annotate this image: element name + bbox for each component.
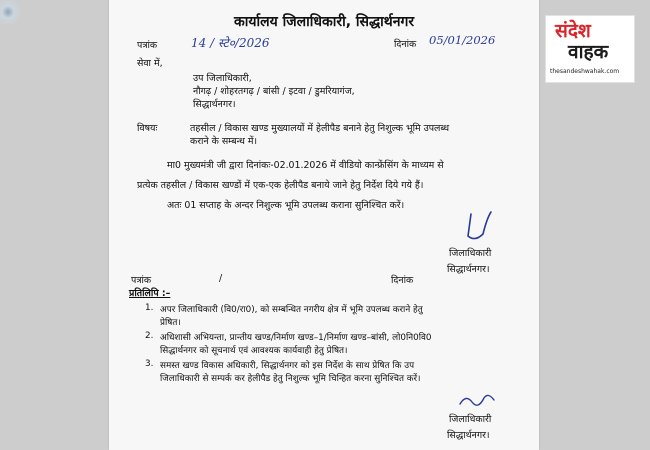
- recipient-line-3: सिद्धार्थनगर।: [193, 99, 236, 110]
- copy-slash: /: [219, 273, 223, 284]
- copy-item-3-line-1: समस्त खण्ड विकास अधिकारी, सिद्धार्थनगर को इस निर्देश के साथ प्रेषित कि उप: [160, 361, 415, 371]
- logo-word-2: वाहक: [568, 41, 609, 63]
- subject-label: विषयः: [137, 123, 158, 134]
- logo-word-1: संदेश: [555, 20, 591, 42]
- signature-1-mark: [461, 208, 497, 246]
- recipient-line-1: उप जिलाधिकारी,: [193, 73, 252, 84]
- patrank-label: पत्रांक: [137, 40, 158, 51]
- copy-dinank-label: दिनांक: [391, 275, 414, 286]
- copy-item-2-line-1: अधिशासी अभियन्ता, प्रान्तीय खण्ड/निर्माण खण्ड–1/निर्माण खण्ड–बांसी, लो0नि0वि0: [160, 333, 432, 343]
- copy-item-1-line-2: प्रेषित।: [160, 318, 181, 328]
- seva-me: सेवा में,: [137, 58, 163, 69]
- copy-item-2-num: 2.: [145, 331, 154, 341]
- copy-item-1-line-1: अपर जिलाधिकारी (वि0/रा0), को सम्बन्धित नगरीय क्षेत्र में भूमि उपलब्ध कराने हेतु: [160, 305, 423, 315]
- copy-patrank-label: पत्रांक: [131, 275, 152, 286]
- subject-line-2: कराने के सम्बन्ध में।: [190, 136, 258, 147]
- dinank-handwritten: 05/01/2026: [429, 33, 496, 47]
- patrank-handwritten: 14 / स्टे०/2026: [191, 36, 270, 50]
- subject-line-1: तहसील / विकास खण्ड मुख्यालयों में हेलीपैड बनाने हेतु निशुल्क भूमि उपलब्ध: [190, 123, 450, 134]
- dinank-label: दिनांक: [394, 39, 417, 50]
- ink-smudge: [0, 0, 24, 32]
- body-line-1: मा0 मुख्यमंत्री जी द्वारा दिनांकः-02.01.2026 में वीडियो कान्फ्रेंसिंग के माध्यम से: [167, 160, 444, 171]
- signature-2-title: जिलाधिकारी: [449, 414, 492, 425]
- news-logo: [545, 15, 635, 83]
- logo-url: thesandeshwahak.com: [550, 68, 620, 75]
- signature-2-mark: [454, 390, 500, 412]
- copy-item-3-line-2: जिलाधिकारी से सम्पर्क कर हेलीपैड हेतु निशुल्क भूमि चिन्हित करना सुनिश्चित करें।: [160, 374, 421, 384]
- signature-2-place: सिद्धार्थनगर।: [447, 430, 490, 441]
- body-line-3: अतः 01 सप्ताह के अन्दर निशुल्क भूमि उपलब्ध कराना सुनिश्चित करें।: [167, 200, 405, 211]
- body-line-2: प्रत्येक तहसील / विकास खण्डों में एक-एक हेलीपैड बनाये जाने हेतु निर्देश दिये गये हैं।: [137, 180, 424, 191]
- copy-heading: प्रतिलिपि :–: [129, 288, 171, 299]
- copy-item-2-line-2: सिद्धार्थनगर को सूचनार्थ एवं आवश्यक कार्यवाही हेतु प्रेषित।: [160, 346, 348, 356]
- copy-item-1-num: 1.: [145, 303, 154, 313]
- office-title: कार्यालय जिलाधिकारी, सिद्धार्थनगर: [234, 14, 415, 30]
- document-page: [109, 0, 539, 450]
- copy-item-3-num: 3.: [145, 359, 154, 369]
- signature-1-title: जिलाधिकारी: [449, 248, 492, 259]
- signature-1-place: सिद्धार्थनगर।: [447, 264, 490, 275]
- recipient-line-2: नौगढ़ / शोहरतगढ़ / बांसी / इटवा / डुमरियागंज,: [193, 86, 355, 97]
